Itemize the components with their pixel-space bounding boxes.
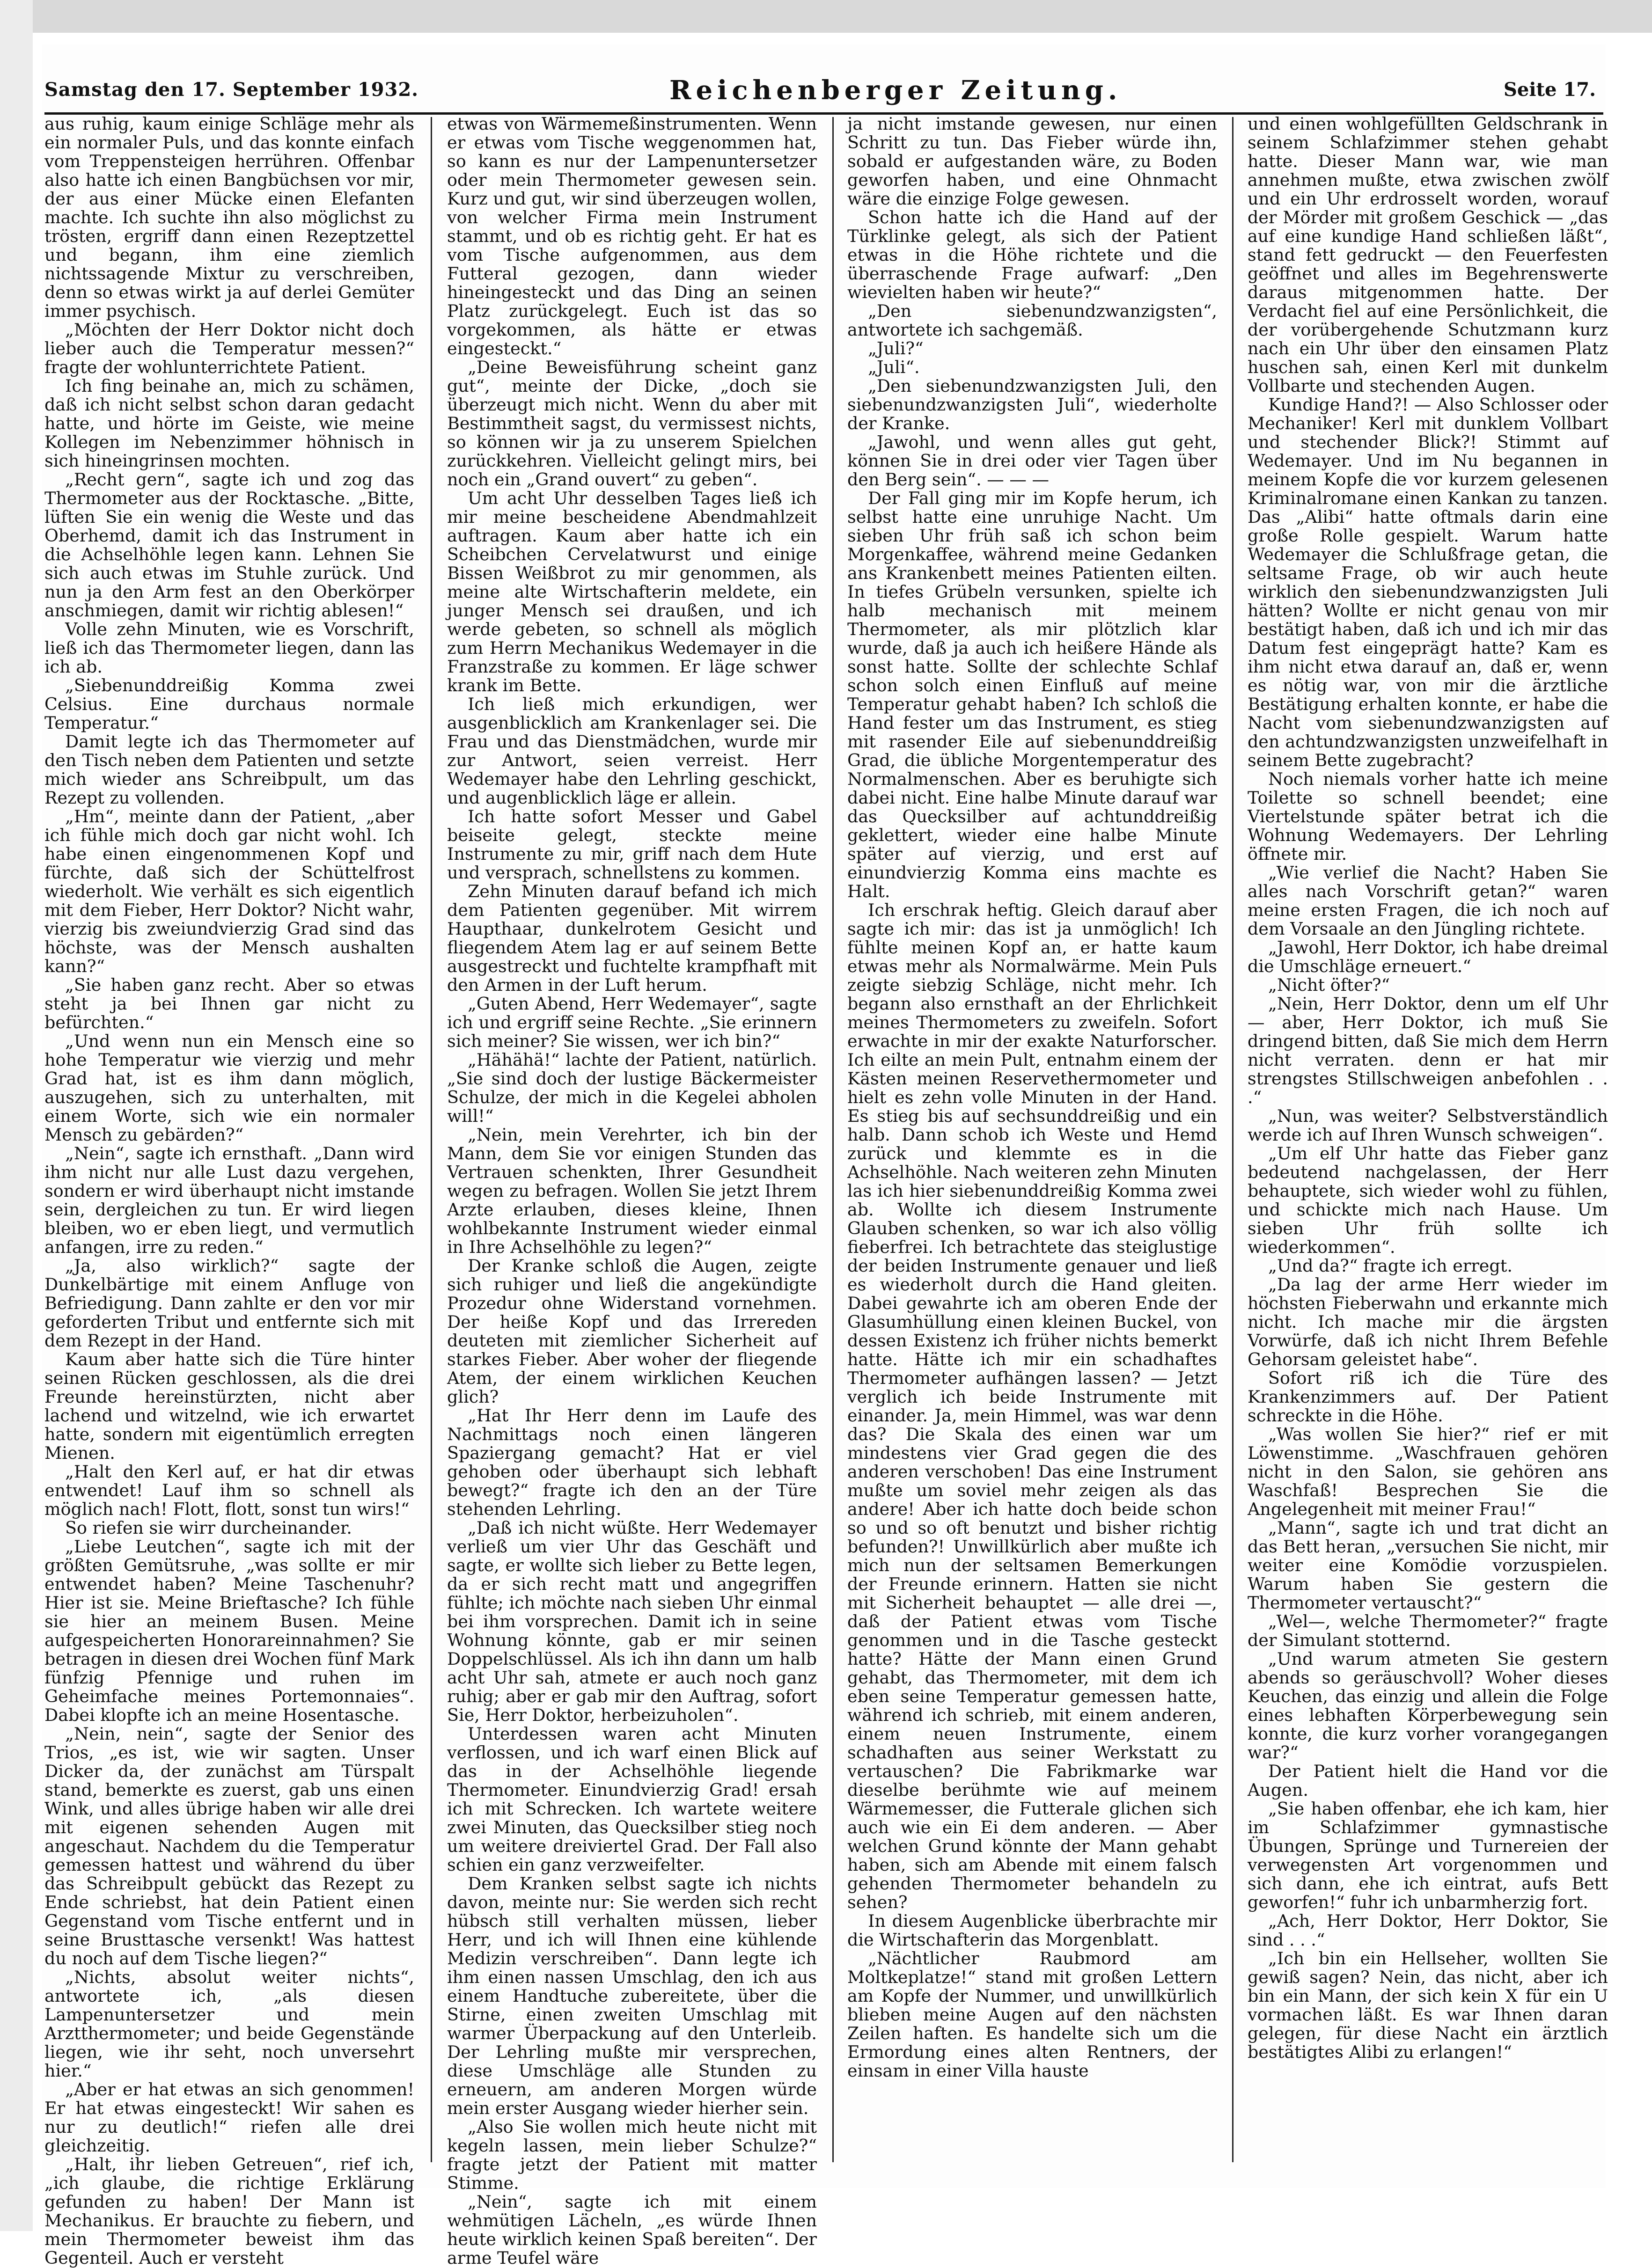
- paragraph: „Und da?“ fragte ich erregt.: [1268, 1256, 1513, 1276]
- paragraph: „Sie haben ganz recht. Aber so etwas steht ja bei Ihnen gar nicht zu befürchten.“: [44, 975, 414, 1032]
- paragraph: „Nicht öfter?“: [1268, 975, 1390, 995]
- paragraph: Noch niemals vorher hatte ich meine Toilette so schnell beendet; eine Viertelstunde später betrat ich die Wohnung Wedemayers. Der Lehrling öffnete mir.: [1248, 769, 1608, 864]
- paragraph: „Nein, Herr Doktor, denn um elf Uhr — aber, Herr Doktor, ich muß Sie dringend bitten, daß Sie mich dem Herrn nicht verraten. denn er hat mir strengstes Stillschweigen anbefohlen . . .“: [1248, 994, 1608, 1107]
- paragraph: Ich hatte sofort Messer und Gabel beiseite gelegt, steckte meine Instrumente zu mir, griff nach dem Hute und versprach, schnellstens zu kommen.: [447, 806, 817, 883]
- paragraph: Kundige Hand?! — Also Schlosser oder Mechaniker! Kerl mit dunklem Vollbart und stechender Blick?! Stimmt auf Wedemayer. Und im Nu begannen in meinem Kopfe die vor kurzem gelesenen Kriminalromane einen Kankan zu tanzen. Das „Alibi“ hatte oftmals darin eine große Rolle gespielt. Warum hatte Wedemayer die Schlußfrage getan, die seltsame Frage, ob wir auch heute wirklich den siebenundzwanzigsten Juli hätten? Wollte er nicht genau von mir bestätigt haben, daß ich und ich mir das Datum fest eingeprägt hatte? Kam es ihm nicht etwa darauf an, daß er, wenn es nötig war, von mir die ärztliche Bestätigung erhalten konnte, er habe die Nacht vom siebenundzwanzigsten auf den achtundzwanzigsten unzweifelhaft in seinem Bette zugebracht?: [1248, 395, 1608, 770]
- scan-border-left: [0, 0, 33, 2231]
- masthead-page-number: Seite 17.: [1504, 79, 1596, 101]
- scan-border-top: [0, 0, 1652, 33]
- paragraph: „Nächtlicher Raubmord am Moltkeplatze!“ stand mit großen Lettern am Kopfe der Nummer, und unwillkürlich blieben meine Augen auf den nächsten Zeilen haften. Es handelte sich um die Ermordung eines alten Rentners, der einsam in einer Villa hauste: [847, 1948, 1217, 2081]
- paragraph: „Nein, mein Verehrter, ich bin der Mann, dem Sie vor einigen Stunden das Vertrauen schenkten, Ihrer Gesundheit wegen zu befragen. Wollen Sie jetzt Ihrem Arzte erlauben, dieses kleine, Ihnen wohlbekannte Instrument wieder einmal in Ihre Achselhöhle zu legen?“: [447, 1125, 817, 1257]
- paragraph: In diesem Augenblicke überbrachte mir die Wirtschafterin das Morgenblatt.: [847, 1911, 1217, 1950]
- paragraph: „Halt den Kerl auf, er hat dir etwas entwendet! Lauf ihm so schnell als möglich nach! Flott, flott, sonst tun wirs!“: [44, 1462, 414, 1519]
- paragraph: „Juli“.: [868, 357, 920, 377]
- article-column-3: [847, 115, 1217, 2165]
- paragraph: „Nein“, sagte ich mit einem wehmütigen Lächeln, „es würde Ihnen heute wirklich keinen Spaß bereiten“. Der arme Teufel wäre: [447, 2192, 817, 2268]
- paragraph: „Ja, also wirklich?“ sagte der Dunkelbärtige mit einem Anfluge von Befriedigung. Dann zahlte er den vor mir geforderten Tribut und entfernte sich mit dem Rezept in der Hand.: [44, 1256, 414, 1351]
- paragraph: Ich fing beinahe an, mich zu schämen, daß ich nicht selbst schon daran gedacht hatte, und hörte im Geiste, wie meine Kollegen im Nebenzimmer höhnisch in sich hineingrinsen mochten.: [44, 376, 414, 471]
- paragraph: Damit legte ich das Thermometer auf den Tisch neben dem Patienten und setzte mich wieder ans Schreibpult, um das Rezept zu vollenden.: [44, 732, 414, 808]
- column-divider: [431, 117, 432, 2162]
- paragraph: „Nichts, absolut weiter nichts“, antwortete ich, „als diesen Lampenuntersetzer und mein Arztthermometer; und beide Gegenstände liegen, wie ihr seht, noch unversehrt hier.“: [44, 1967, 414, 2081]
- paragraph: aus ruhig, kaum einige Schläge mehr als ein normaler Puls, und das konnte einfach vom Treppensteigen herrühren. Offenbar also hatte ich einen Bangbüchsen vor mir, der aus einer Mücke einen Elefanten machte. Ich suchte ihn also möglichst zu trösten, ergriff dann einen Rezeptzettel und begann, ihm eine ziemlich nichtssagende Mixtur zu verschreiben, denn so etwas wirkt ja auf derlei Gemüter immer psychisch.: [44, 114, 414, 321]
- paragraph: „Jawohl, Herr Doktor, ich habe dreimal die Umschläge erneuert.“: [1248, 937, 1608, 976]
- paragraph: „Liebe Leutchen“, sagte ich mit der größten Gemütsruhe, „was sollte er mir entwendet haben? Meine Taschenuhr? Hier ist sie. Meine Brieftasche? Ich fühle sie hier an meinem Busen. Meine aufgespeicherten Honorareinnahmen? Sie betragen in diesen drei Wochen fünf Mark fünfzig Pfennige und ruhen im Geheimfache meines Portemonnaies“. Dabei klopfte ich an meine Hosentasche.: [44, 1536, 414, 1725]
- paragraph: „Da lag der arme Herr wieder im höchsten Fieberwahn und erkannte mich nicht. Ich mache mir die ärgsten Vorwürfe, daß ich nicht Ihrem Befehle Gehorsam geleistet habe“.: [1248, 1274, 1608, 1369]
- paragraph: „Und wenn nun ein Mensch eine so hohe Temperatur wie vierzig und mehr Grad hat, ist es ihm dann möglich, auszugehen, sich zu unterhalten, mit einem Worte, sich wie ein normaler Mensch zu gebärden?“: [44, 1031, 414, 1145]
- paragraph: Ich ließ mich erkundigen, wer ausgenblicklich am Krankenlager sei. Die Frau und das Dienstmädchen, wurde mir zur Antwort, seien verreist. Herr Wedemayer habe den Lehrling geschickt, und augenblicklich läge er allein.: [447, 694, 817, 808]
- paragraph: Um acht Uhr desselben Tages ließ ich mir meine bescheidene Abendmahlzeit auftragen. Kaum aber hatte ich ein Scheibchen Cervelatwurst und einige Bissen Weißbrot zu mir genommen, als meine alte Wirtschafterin meldete, ein junger Mensch sei draußen, und ich werde gebeten, so schnell als möglich zum Herrn Mechanikus Wedemayer in die Franzstraße zu kommen. Er läge schwer krank im Bette.: [447, 488, 817, 695]
- paragraph: „Um elf Uhr hatte das Fieber ganz bedeutend nachgelassen, der Herr behauptete, sich wieder wohl zu fühlen, und schickte mich nach Hause. Um sieben Uhr früh sollte ich wiederkommen“.: [1248, 1143, 1608, 1257]
- paragraph: etwas von Wärmemeßinstrumenten. Wenn er etwas vom Tische weggenommen hat, so kann es nur der Lampenuntersetzer oder mein Thermometer gewesen sein. Kurz und gut, wir sind überzeugen wollen, von welcher Firma mein Instrument stammt, und ob es richtig geht. Er hat es vom Tische aufgenommen, aus dem Futteral gezogen, dann wieder hineingesteckt und das Ding an seinen Platz zurückgelegt. Euch ist das so vorgekommen, als hätte er etwas eingesteckt.“: [447, 114, 817, 358]
- paragraph: „Aber er hat etwas an sich genommen! Er hat etwas eingesteckt! Wir sahen es nur zu deutlich!“ riefen alle drei gleichzeitig.: [44, 2079, 414, 2156]
- paragraph: Unterdessen waren acht Minuten verflossen, und ich warf einen Blick auf das in der Achselhöhle liegende Thermometer. Einundvierzig Grad! ersah ich mit Schrecken. Ich wartete weitere zwei Minuten, das Quecksilber stieg noch um weitere dreiviertel Grad. Der Fall also schien ein ganz verzweifelter.: [447, 1724, 817, 1875]
- paragraph: „Guten Abend, Herr Wedemayer“, sagte ich und ergriff seine Rechte. „Sie erinnern sich meiner? Sie wissen, wer ich bin?“: [447, 994, 817, 1051]
- paragraph: Sofort riß ich die Türe des Krankenzimmers auf. Der Patient schreckte in die Höhe.: [1248, 1368, 1608, 1426]
- paragraph: „Wel—, welche Thermometer?“ fragte der Simulant stotternd.: [1248, 1611, 1608, 1650]
- paragraph: „Wie verlief die Nacht? Haben Sie alles nach Vorschrift getan?“ waren meine ersten Fragen, die ich noch auf dem Vorsaale an den Jüngling richtete.: [1248, 863, 1608, 939]
- paragraph: Schon hatte ich die Hand auf der Türklinke gelegt, als sich der Patient etwas in die Höhe richtete und die überraschende Frage aufwarf: „Den wievielten haben wir heute?“: [847, 207, 1217, 302]
- paragraph: „Den siebenundzwanzigsten“, antwortete ich sachgemäß.: [847, 301, 1217, 340]
- paragraph: So riefen sie wirr durcheinander.: [65, 1518, 352, 1538]
- paragraph: und einen wohlgefüllten Geldschrank in seinem Schlafzimmer stehen gehabt hatte. Dieser Mann war, wie man annehmen mußte, etwa zwischen zwölf und ein Uhr erdrosselt worden, worauf der Mörder mit großem Geschick — „das auf eine kundige Hand schließen läßt“, stand fett gedruckt — den Feuerfesten geöffnet und alles im Begehrenswerte daraus mitgenommen hatte. Der Verdacht fiel auf eine Persönlichkeit, die der vorübergehende Schutzmann kurz nach ein Uhr über den einsamen Platz huschen sah, einen Kerl mit dunkelm Vollbarte und stechenden Augen.: [1248, 114, 1608, 396]
- paragraph: Der Kranke schloß die Augen, zeigte sich ruhiger und ließ die angekündigte Prozedur ohne Widerstand vornehmen. Der heiße Kopf und das Irrereden deuteten mit ziemlicher Sicherheit auf starkes Fieber. Aber woher der fliegende Atem, der einem wirklichen Keuchen glich?: [447, 1256, 817, 1407]
- column-divider: [832, 117, 834, 2162]
- paragraph: „Ich bin ein Hellseher, wollten Sie gewiß sagen? Nein, das nicht, aber ich bin ein Mann, der sich kein X für ein U vormachen läßt. Es war Ihnen daran gelegen, für diese Nacht ein ärztlich bestätigtes Alibi zu erlangen!“: [1248, 1948, 1608, 2062]
- paragraph: „Nein“, sagte ich ernsthaft. „Dann wird ihm nicht nur alle Lust dazu vergehen, sondern er wird überhaupt nicht imstande sein, dergleichen zu tun. Er wird liegen bleiben, wo er eben liegt, und vermutlich anfangen, irre zu reden.“: [44, 1143, 414, 1257]
- paragraph: „Was wollen Sie hier?“ rief er mit Löwenstimme. „Waschfrauen gehören nicht in den Salon, sie gehören ans Waschfaß! Besprechen Sie die Angelegenheit mit meiner Frau!“: [1248, 1424, 1608, 1519]
- paragraph: Der Patient hielt die Hand vor die Augen.: [1248, 1761, 1608, 1800]
- paragraph: „Recht gern“, sagte ich und zog das Thermometer aus der Rocktasche. „Bitte, lüften Sie ein wenig die Weste und das Oberhemd, damit ich das Instrument in die Achselhöhle legen kann. Lehnen Sie sich auch etwas im Stuhle zurück. Und nun ja den Arm fest an den Oberkörper anschmiegen, damit wir richtig ablesen!“: [44, 469, 414, 621]
- paragraph: „Halt, ihr lieben Getreuen“, rief ich, „ich glaube, die richtige Erklärung gefunden zu haben! Der Mann ist Mechanikus. Er brauchte zu fiebern, und mein Thermometer beweist ihm das Gegenteil. Auch er versteht: [44, 2154, 414, 2268]
- masthead-title: Reichenberger Zeitung.: [669, 75, 1122, 106]
- paragraph: „Daß ich nicht wüßte. Herr Wedemayer verließ um vier Uhr das Geschäft und sagte, er wollte sich lieber zu Bette legen, da er sich recht matt und angegriffen fühlte; ich möchte nach sieben Uhr einmal bei ihm vorsprechen. Damit ich in seine Wohnung könnte, gab er mir seinen Doppelschlüssel. Als ich ihn dann um halb acht Uhr sah, atmete er auch noch ganz ruhig; aber er gab mir den Auftrag, sofort Sie, Herr Doktor, herbeizuholen“.: [447, 1518, 817, 1725]
- masthead-date: Samstag den 17. September 1932.: [44, 79, 419, 101]
- paragraph: „Ach, Herr Doktor, Herr Doktor, Sie sind . . .“: [1248, 1911, 1608, 1950]
- paragraph: Ich erschrak heftig. Gleich darauf aber sagte ich mir: das ist ja unmöglich! Ich fühlte meinen Kopf an, er hatte kaum etwas mehr als Normalwärme. Mein Puls zeigte siebzig Schläge, nicht mehr. Ich begann also ernsthaft an der Ehrlichkeit meines Thermometers zu zweifeln. Sofort erwachte in mir der exakte Naturforscher. Ich eilte an mein Pult, entnahm einem der Kästen meinen Reservethermometer und hielt es zehn volle Minuten in der Hand. Es stieg bis auf sechsunddreißig und ein halb. Dann schob ich Weste und Hemd zurück und klemmte es in die Achselhöhle. Nach weiteren zehn Minuten las ich hier siebenunddreißig Komma zwei ab. Wollte ich diesem Instrumente Glauben schenken, so war ich also völlig fieberfrei. Ich betrachtete das steiglustige der beiden Instrumente genauer und ließ es wiederholt durch die Hand gleiten. Dabei gewahrte ich am oberen Ende der Glasumhüllung einen kleinen Buckel, von dessen Existenz ich früher nichts bemerkt hatte. Hätte ich mir ein schadhaftes Thermometer aufhängen lassen? — Jetzt verglich ich beide Instrumente mit einander. Ja, mein Himmel, was war denn das? Die Skala des einen war um mindestens vier Grad gegen die des anderen verschoben! Das eine Instrument mußte um soviel mehr zeigen als das andere! Aber ich hatte doch beide schon so und so oft benutzt und bisher richtig befunden?! Unwillkürlich aber mußte ich mich nun der seltsamen Bemerkungen der Freunde erinnern. Hatten sie nicht mit Sicherheit behauptet — alle drei —, daß der Patient etwas vom Tische genommen und in die Tasche gesteckt hatte? Hätte der Mann einen Grund gehabt, das Thermometer, mit dem ich eben seine Temperatur gemessen hatte, während ich schrieb, mit einem anderen, einem neuen Instrumente, einem schadhaften aus seiner Werkstatt zu vertauschen? Die Fabrikmarke war dieselbe berühmte wie auf meinem Wärmemesser, die Futterale glichen sich auch wie ein Ei dem anderen. — Aber welchen Grund könnte der Mann gehabt haben, sich am Abende mit einem falsch gehenden Thermometer behandeln zu sehen?: [847, 900, 1217, 1912]
- paragraph: „Juli?“: [868, 338, 924, 358]
- paragraph: „Siebenunddreißig Komma zwei Celsius. Eine durchaus normale Temperatur.“: [44, 675, 414, 733]
- paragraph: Dem Kranken selbst sagte ich nichts davon, meinte nur: Sie werden sich recht hübsch still verhalten müssen, lieber Herr, und ich will Ihnen eine kühlende Medizin verschreiben“. Dann legte ich ihm einen nassen Umschlag, den ich aus einem Handtuche zubereitete, über die Stirne, einen zweiten Umschlag mit warmer Überpackung auf den Unterleib. Der Lehrling mußte mir versprechen, diese Umschläge alle Stunden zu erneuern, am anderen Morgen würde mein erster Ausgang wieder hierher sein.: [447, 1873, 817, 2118]
- paragraph: „Nun, was weiter? Selbstverständlich werde ich auf Ihren Wunsch schweigen“.: [1248, 1106, 1608, 1145]
- paragraph: „Hm“, meinte dann der Patient, „aber ich fühle mich doch gar nicht wohl. Ich habe einen eingenommenen Kopf und fürchte, daß sich der Schüttelfrost wiederholt. Wie verhält es sich eigentlich mit dem Fieber, Herr Doktor? Nicht wahr, vierzig bis zweiundvierzig Grad sind das höchste, was der Mensch aushalten kann?“: [44, 806, 414, 976]
- column-divider: [1232, 117, 1233, 2162]
- paragraph: „Hat Ihr Herr denn im Laufe des Nachmittags noch einen längeren Spaziergang gemacht? Hat er viel gehoben oder überhaupt sich lebhaft bewegt?“ fragte ich den an der Türe stehenden Lehrling.: [447, 1405, 817, 1519]
- paragraph: Volle zehn Minuten, wie es Vorschrift, ließ ich das Thermometer liegen, dann las ich ab.: [44, 619, 414, 677]
- paragraph: Der Fall ging mir im Kopfe herum, ich selbst hatte eine unruhige Nacht. Um sieben Uhr früh saß ich schon beim Morgenkaffee, während meine Gedanken ans Krankenbett meines Patienten eilten. In tiefes Grübeln versunken, spielte ich halb mechanisch mit meinem Thermometer, als mir plötzlich klar wurde, daß ja auch ich heißere Hände als sonst hatte. Sollte der schlechte Schlaf schon solch einen Einfluß auf meine Temperatur gehabt haben? Ich schloß die Hand fester um das Instrument, es stieg mit rasender Eile auf siebenunddreißig Grad, die übliche Morgentemperatur des Normalmenschen. Aber es beruhigte sich dabei nicht. Eine halbe Minute darauf war das Quecksilber auf achtunddreißig geklettert, wieder eine halbe Minute später auf vierzig, und erst auf einundvierzig Komma eins machte es Halt.: [847, 488, 1217, 901]
- paragraph: ja nicht imstande gewesen, nur einen Schritt zu tun. Das Fieber würde ihn, sobald er aufgestanden wäre, zu Boden geworfen haben, und eine Ohnmacht wäre die einzige Folge gewesen.: [847, 114, 1217, 209]
- paragraph: „Den siebenundzwanzigsten Juli, den siebenundzwanzigsten Juli“, wiederholte der Kranke.: [847, 376, 1217, 433]
- paragraph: „Mann“, sagte ich und trat dicht an das Bett heran, „versuchen Sie nicht, mir weiter eine Komödie vorzuspielen. Warum haben Sie gestern die Thermometer vertauscht?“: [1248, 1518, 1608, 1613]
- paragraph: Zehn Minuten darauf befand ich mich dem Patienten gegenüber. Mit wirrem Haupthaar, dunkelrotem Gesicht und fliegendem Atem lag er auf seinem Bette ausgestreckt und fuchtelte krampfhaft mit den Armen in der Luft herum.: [447, 881, 817, 995]
- paragraph: „Also Sie wollen mich heute nicht mit kegeln lassen, mein lieber Schulze?“ fragte jetzt der Patient mit matter Stimme.: [447, 2117, 817, 2193]
- paragraph: „Sie haben offenbar, ehe ich kam, hier im Schlafzimmer gymnastische Übungen, Sprünge und Turnereien der verwegensten Art vorgenommen und sich dann, ehe ich eintrat, aufs Bett geworfen!“ fuhr ich unbarmherzig fort.: [1248, 1799, 1608, 1912]
- paragraph: „Jawohl, und wenn alles gut geht, können Sie in drei oder vier Tagen über den Berg sein“. — — —: [847, 432, 1217, 490]
- paragraph: „Deine Beweisführung scheint ganz gut“, meinte der Dicke, „doch sie überzeugt mich nicht. Wenn du aber mit Bestimmtheit sagst, du vermissest nichts, so können wir ja zu unserem Spielchen zurückkehren. Vielleicht gelingt mirs, bei noch ein „Grand ouvert“ zu geben“.: [447, 357, 817, 490]
- article-column-2: [447, 114, 817, 2268]
- paragraph: „Möchten der Herr Doktor nicht doch lieber auch die Temperatur messen?“ fragte der wohlunterrichtete Patient.: [44, 320, 414, 377]
- paragraph: „Hähähä!“ lachte der Patient, natürlich. „Sie sind doch der lustige Bäckermeister Schulze, der mich in die Kegelei abholen will!“: [447, 1050, 817, 1126]
- paragraph: „Und warum atmeten Sie gestern abends so geräuschvoll? Woher dieses Keuchen, das einzig und allein die Folge eines lebhaften Körperbewegung sein konnte, die kurz vorher vorangegangen war?“: [1248, 1649, 1608, 1763]
- paragraph: Kaum aber hatte sich die Türe hinter seinen Rücken geschlossen, als die drei Freunde hereinstürzten, nicht aber lachend und witzelnd, wie ich erwartet hatte, sondern mit eigentümlich erregten Mienen.: [44, 1349, 414, 1463]
- article-column-4: [1248, 115, 1608, 2165]
- paragraph: „Nein, nein“, sagte der Senior des Trios, „es ist, wie wir sagten. Unser Dicker da, der zunächst am Türspalt stand, bemerkte es zuerst, gab uns einen Wink, und alles übrige haben wir alle drei mit eigenen sehenden Augen mit angeschaut. Nachdem du die Temperatur gemessen hattest und während du über das Schreibpult gebückt das Rezept zu Ende schriebst, hat dein Patient einen Gegenstand vom Tische entfernt und in seine Brusttasche versenkt! Was hattest du noch auf dem Tische liegen?“: [44, 1724, 414, 1968]
- article-column-1: [44, 114, 414, 2268]
